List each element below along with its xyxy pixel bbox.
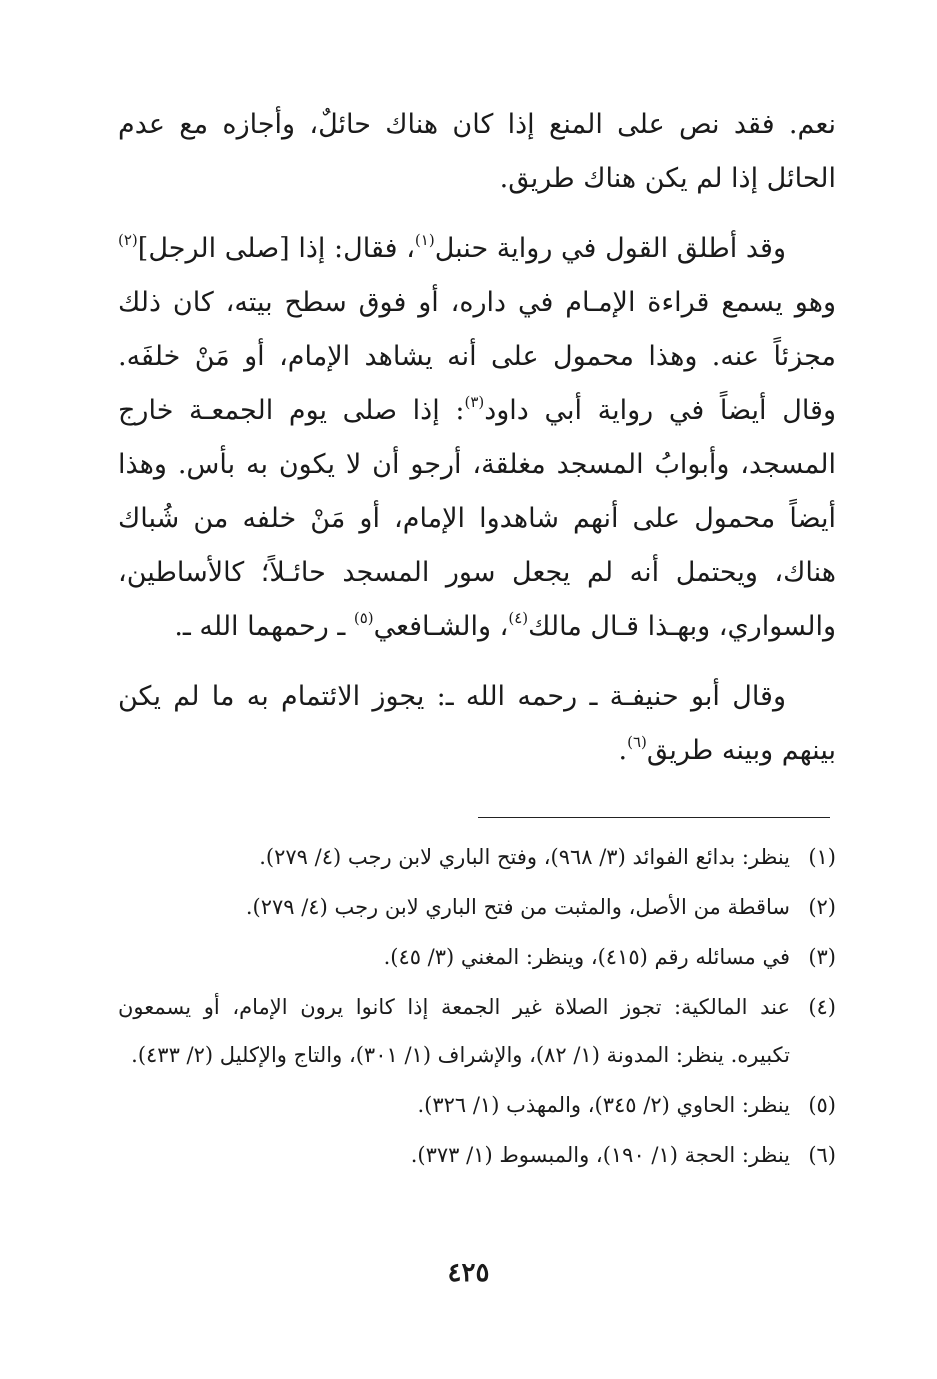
main-text: [118, 98, 836, 778]
footnote-number: (١): [808, 845, 836, 869]
footnote-text: ينظر: الحجة (١/ ١٩٠)، والمبسوط (١/ ٣٧٣).: [410, 1143, 790, 1167]
footnote-marker[interactable]: (٦): [627, 733, 647, 751]
text-run: ، فقال: إذا [صلى الرجل]: [137, 233, 415, 264]
text-run: وقد أطلق القول في رواية حنبل: [434, 233, 786, 264]
footnote-text: ينظر: الحاوي (٢/ ٣٤٥)، والمهذب (١/ ٣٢٦).: [417, 1093, 790, 1117]
footnote-number: (٦): [808, 1143, 836, 1167]
text-run: .: [618, 735, 628, 766]
text-run: : إذا صلى يوم الجمعـة خارج المسجد، وأبوابُ المسجد مغلقة، أرجو أن لا يكون به بأس. وهذا أيضاً محمول على أنهم شاهدوا الإمام، أو مَنْ خلفه من شُباك هناك، ويحتمل أنه لم يجعل سور المسجد حائـلاً؛ كالأساطين، والسواري، وبهـذا قـال مالك: [118, 395, 836, 642]
footnote-text: في مسائله رقم (٤١٥)، وينظر: المغني (٣/ ٤٥).: [383, 945, 790, 969]
text-run: ، والشـافعي: [373, 611, 509, 642]
footnotes-list: [118, 833, 836, 1181]
footnote-number: (٤): [808, 995, 836, 1019]
footnote-marker[interactable]: (٢): [118, 231, 138, 249]
footnote-item: [118, 1081, 836, 1129]
footnote-item: [118, 833, 836, 881]
footnote-text: ساقطة من الأصل، والمثبت من فتح الباري لابن رجب (٤/ ٢٧٩).: [245, 895, 790, 919]
paragraph-3: [118, 670, 836, 778]
text-run: نعم. فقد نص على المنع إذا كان هناك حائلٌ، وأجازه مع عدم الحائل إذا لم يكن هناك طريق.: [118, 109, 836, 194]
text-run: وهو يسمع قراءة الإمـام في داره، أو فوق سطح بيته، كان ذلك مجزئاً عنه. وهذا محمول على أنه يشاهد الإمام، أو مَنْ خلفَه. وقال أيضاً في رواية أبي داود: [118, 287, 836, 426]
footnote-marker[interactable]: (١): [414, 231, 435, 249]
footnote-item: [118, 933, 836, 981]
paragraph-2: [118, 222, 836, 654]
footnote-number: (٣): [808, 945, 836, 969]
footnote-item: [118, 883, 836, 931]
page-number: ٤٢٥: [447, 1258, 490, 1288]
text-run: ـ رحمهما الله ـ.: [174, 611, 354, 642]
footnote-marker[interactable]: (٥): [353, 609, 374, 627]
footnote-text: عند المالكية: تجوز الصلاة غير الجمعة إذا كانوا يرون الإمام، أو يسمعون تكبيره. ينظر: المدونة (١/ ٨٢)، والإشراف (١/ ٣٠١)، والتاج والإكليل (٢/ ٤٣٣).: [118, 995, 790, 1067]
footnote-marker[interactable]: (٣): [464, 393, 485, 411]
footnote-number: (٥): [808, 1093, 836, 1117]
paragraph-1: [118, 98, 836, 206]
footnote-item: [118, 983, 836, 1079]
text-run: وقال أبو حنيفـة ـ رحمه الله ـ: يجوز الائتمام به ما لم يكن بينهم وبينه طريق: [118, 681, 836, 766]
footnote-item: [118, 1131, 836, 1179]
footnote-number: (٢): [808, 895, 836, 919]
footnote-marker[interactable]: (٤): [508, 609, 529, 627]
footnote-text: ينظر: بدائع الفوائد (٣/ ٩٦٨)، وفتح الباري لابن رجب (٤/ ٢٧٩).: [259, 845, 790, 869]
footnote-separator: [478, 817, 830, 818]
